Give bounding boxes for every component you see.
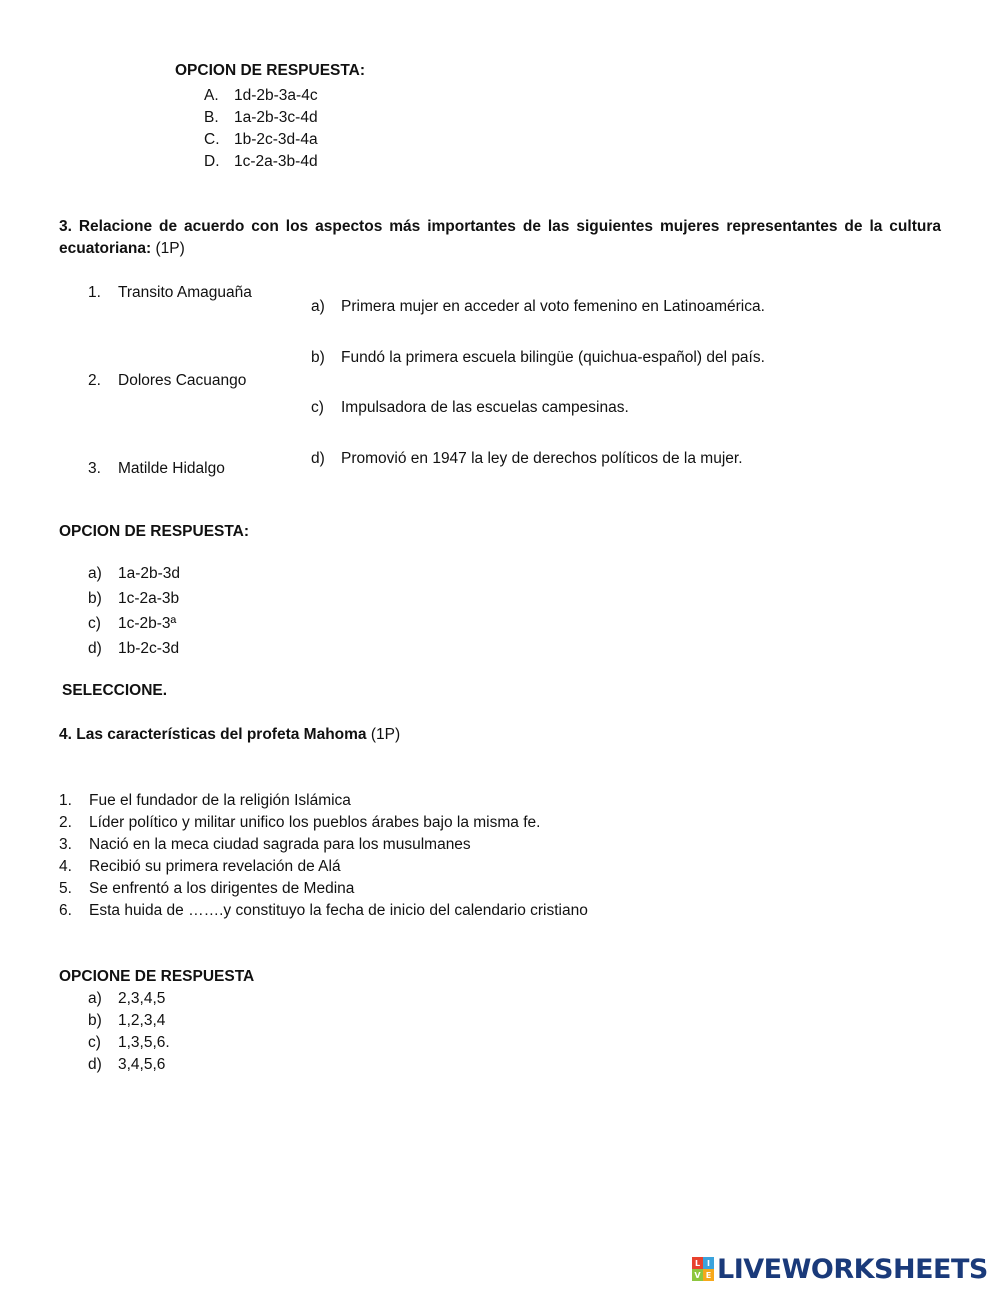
question3-right-item <box>311 399 629 417</box>
question4-item <box>59 858 341 876</box>
question3-right-item <box>311 349 765 367</box>
option-label: d) <box>88 1056 102 1073</box>
item-text: Recibió su primera revelación de Alá <box>89 858 341 875</box>
option-label: c) <box>88 1034 101 1051</box>
option-label: c) <box>88 615 101 632</box>
option-text: 1c-2b-3ª <box>118 615 177 632</box>
item-label: 3. <box>88 460 101 477</box>
option-label: D. <box>204 153 220 170</box>
item-text: Dolores Cacuango <box>118 372 247 389</box>
question3-option-d[interactable] <box>88 640 179 658</box>
question3-right-item <box>311 298 765 316</box>
question3-left-item <box>88 284 252 302</box>
option-label: b) <box>88 590 102 607</box>
question3-option-b[interactable] <box>88 590 179 608</box>
question4-prompt-text: 4. Las características del profeta Mahoma <box>59 726 367 743</box>
item-text: Primera mujer en acceder al voto femenino en Latinoamérica. <box>341 298 765 315</box>
option-label: a) <box>88 990 102 1007</box>
option-label: B. <box>204 109 219 126</box>
item-text: Impulsadora de las escuelas campesinas. <box>341 399 629 416</box>
item-text: Esta huida de …….y constituyo la fecha de inicio del calendario cristiano <box>89 902 588 919</box>
question3-answer-title: OPCION DE RESPUESTA: <box>59 523 250 540</box>
option-label: A. <box>204 87 219 104</box>
logo-mark-letter: I <box>703 1257 714 1269</box>
option-text: 1,2,3,4 <box>118 1012 166 1029</box>
item-label: d) <box>311 450 325 467</box>
option-label: b) <box>88 1012 102 1029</box>
question4-option-a[interactable] <box>88 990 165 1008</box>
question3-option-c[interactable] <box>88 615 176 633</box>
option-text: 1b-2c-3d <box>118 640 180 657</box>
item-text: Se enfrentó a los dirigentes de Medina <box>89 880 355 897</box>
option-text: 1a-2b-3d <box>118 565 181 582</box>
item-text: Líder político y militar unifico los pueblos árabes bajo la misma fe. <box>89 814 541 831</box>
question4-item <box>59 836 471 854</box>
item-label: 2. <box>59 814 72 831</box>
option-label: C. <box>204 131 220 148</box>
option-text: 1c-2a-3b-4d <box>234 153 318 170</box>
item-label: 5. <box>59 880 72 897</box>
option-text: 2,3,4,5 <box>118 990 166 1007</box>
question3-left-item <box>88 372 246 390</box>
question4-item <box>59 902 588 920</box>
option-label: d) <box>88 640 102 657</box>
liveworksheets-logo <box>692 1252 988 1286</box>
question4-item <box>59 880 354 898</box>
option-text: 3,4,5,6 <box>118 1056 166 1073</box>
item-text: Fundó la primera escuela bilingüe (quichua-español) del país. <box>341 349 765 366</box>
item-text: Nació en la meca ciudad sagrada para los musulmanes <box>89 836 471 853</box>
select-heading: SELECCIONE. <box>62 682 168 699</box>
option-text: 1c-2a-3b <box>118 590 180 607</box>
question3-option-a[interactable] <box>88 565 180 583</box>
option-text: 1b-2c-3d-4a <box>234 131 318 148</box>
question4-item <box>59 792 351 810</box>
item-text: Fue el fundador de la religión Islámica <box>89 792 351 809</box>
question4-option-d[interactable] <box>88 1056 165 1074</box>
item-label: 6. <box>59 902 72 919</box>
section2-option-a[interactable] <box>204 87 318 105</box>
item-label: 1. <box>88 284 101 301</box>
option-label: a) <box>88 565 102 582</box>
question3-right-item <box>311 450 743 468</box>
option-text: 1a-2b-3c-4d <box>234 109 318 126</box>
item-label: 3. <box>59 836 72 853</box>
option-text: 1,3,5,6. <box>118 1034 170 1051</box>
logo-text: LIVEWORKSHEETS <box>717 1253 988 1285</box>
item-text: Matilde Hidalgo <box>118 460 225 477</box>
logo-mark-letter: L <box>692 1257 703 1269</box>
question3-prompt <box>59 216 941 260</box>
item-label: 1. <box>59 792 72 809</box>
item-label: c) <box>311 399 324 416</box>
section2-option-d[interactable] <box>204 153 318 171</box>
item-label: a) <box>311 298 325 315</box>
question4-answer-title: OPCIONE DE RESPUESTA <box>59 968 255 985</box>
item-label: 4. <box>59 858 72 875</box>
question4-option-c[interactable] <box>88 1034 170 1052</box>
question3-prompt-text: 3. Relacione de acuerdo con los aspectos más importantes de las siguientes mujeres representantes de la cultura ecuatoriana: <box>59 218 941 257</box>
item-label: b) <box>311 349 325 366</box>
live-logo-icon <box>692 1257 714 1281</box>
section2-option-c[interactable] <box>204 131 318 149</box>
question4-item <box>59 814 540 832</box>
question3-points: (1P) <box>151 240 185 257</box>
logo-mark-letter: V <box>692 1269 703 1281</box>
question4-points: (1P) <box>366 726 401 743</box>
question3-left-item <box>88 460 225 478</box>
logo-mark-letter: E <box>703 1269 714 1281</box>
option-text: 1d-2b-3a-4c <box>234 87 318 104</box>
section2-option-b[interactable] <box>204 109 318 127</box>
item-label: 2. <box>88 372 101 389</box>
question4-prompt <box>59 726 400 744</box>
item-text: Promovió en 1947 la ley de derechos políticos de la mujer. <box>341 450 743 467</box>
question4-option-b[interactable] <box>88 1012 165 1030</box>
item-text: Transito Amaguaña <box>118 284 252 301</box>
section2-answer-title: OPCION DE RESPUESTA: <box>175 62 366 79</box>
